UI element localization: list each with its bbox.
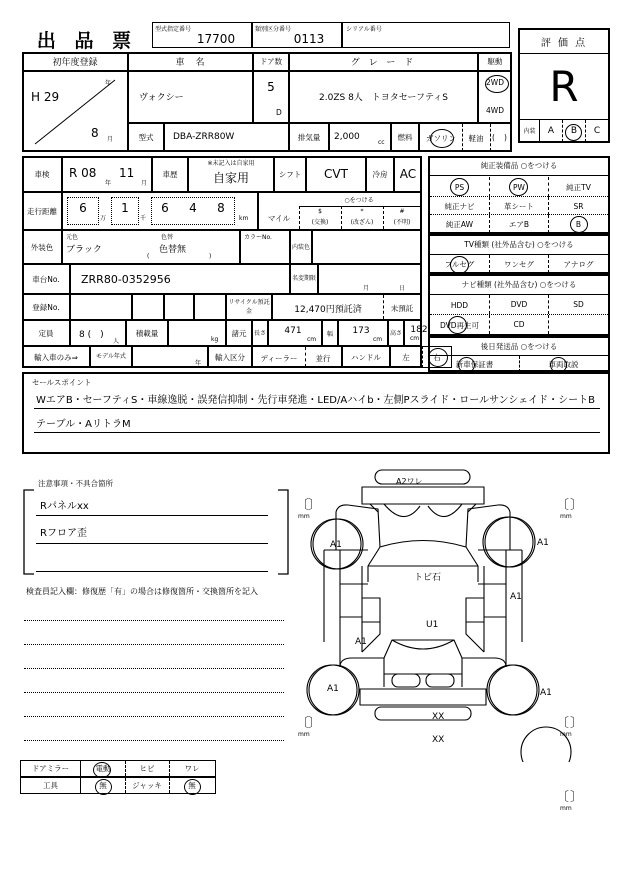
tv-fullseg: フルセグ [444, 260, 475, 269]
legend-kogu-label: 工具 [21, 778, 81, 793]
recycle-label: リサイクル預託金 [228, 299, 270, 315]
legend-kogu-value: 無 [99, 781, 107, 790]
handle-left-cell [390, 346, 422, 368]
shonendo-year-value: H 29 [31, 90, 60, 104]
diagram-mark-a1-mr: A1 [510, 592, 522, 602]
soko-sen-unit: 千 [140, 215, 147, 222]
notes-line-1: Rパネルxx [40, 501, 89, 512]
sekisai-unit: kg [211, 336, 219, 343]
equipment-pw: PW [489, 177, 548, 197]
mileage-options-cell [258, 192, 422, 230]
interior-rating-label [520, 120, 540, 142]
motoiro-value: ブラック [66, 245, 102, 255]
bracket-right-front-close: 〕 [570, 498, 584, 513]
shareki-value: 自家用 [212, 171, 249, 185]
equipment-air-bag: エアB [489, 215, 548, 233]
dealer-cell [252, 346, 342, 368]
nav-dvd: DVD [489, 295, 548, 314]
doa-unit: D [276, 108, 282, 117]
shomoto-header [226, 320, 252, 346]
haikiryo-cell [329, 123, 391, 152]
model-label: モデル年式 [96, 353, 126, 360]
diagram-mark-tobiishi: トビ石 [414, 573, 442, 583]
kubun-label: 輸入区分 [215, 352, 245, 362]
handle-right: 右 [433, 353, 441, 362]
haba-unit: cm [373, 336, 383, 343]
inspector-line-1 [24, 620, 284, 621]
kudo-2wd: 2WD [486, 78, 504, 87]
touroku-cell-3 [164, 294, 194, 320]
sales-label: セールスポイント [32, 378, 92, 387]
touroku-cell-1 [70, 294, 132, 320]
kokan-mark: $ [318, 208, 322, 215]
dealer-label: ディーラー [260, 354, 298, 363]
soko-digit-1: 6 [79, 201, 87, 215]
mm-right-front: mm [560, 513, 572, 520]
serial-label: シリアル番号 [346, 26, 382, 33]
interior-rating-row [520, 119, 608, 141]
takasa-value: 182 [410, 325, 428, 335]
nav-sd: SD [548, 295, 608, 314]
notes-line-2: Rフロア歪 [40, 528, 87, 539]
handle-header [342, 346, 390, 368]
haikiryo-header [289, 123, 329, 152]
katashiki-header [128, 123, 164, 152]
recycle-alt: 未預託 [390, 304, 414, 313]
irokae-value: 色替無 [159, 245, 187, 255]
sekisai-label: 積載量 [135, 328, 159, 338]
shiki-shitei-label: 型式指定番号 [155, 26, 192, 33]
recycle-value: 12,470円預託済 [294, 305, 362, 315]
fumei-label: (不明) [393, 219, 411, 226]
soko-digit-4: 4 [189, 201, 197, 215]
nav-dvd-playable: DVD再生可 [439, 320, 480, 330]
nav-empty [548, 315, 608, 334]
grade-cell [289, 71, 478, 123]
tv-type-panel [428, 234, 610, 274]
sekisai-header [126, 320, 168, 346]
nenryo-close: ) [504, 133, 507, 142]
naiso-option-a: A [547, 126, 555, 136]
bracket-right-rear-close: 〕 [570, 716, 584, 731]
gaiso-header [22, 230, 62, 264]
equipment-b: B [548, 215, 608, 233]
ruibetsu-value: 0113 [293, 32, 325, 46]
meihen-cell [318, 264, 422, 294]
equipment-junsei-navi: 純正ナビ [444, 201, 475, 211]
diagram-mark-xx-2: XX [432, 735, 445, 745]
naisoshoku-cell [312, 230, 422, 264]
shomoto-label: 諸元 [231, 328, 247, 338]
meihen-tsuki: 月 [363, 285, 370, 292]
grade-label: グ レ ー ド [350, 58, 417, 68]
kudo-4wd: 4WD [486, 106, 504, 115]
shamei-label: 車 名 [175, 58, 206, 68]
mm-right-rear: mm [560, 731, 572, 738]
touroku-label: 登録No. [32, 302, 60, 312]
maru-note: ○をつける [344, 197, 374, 204]
color-cell [62, 230, 240, 264]
page-title: 出 品 票 [36, 29, 138, 52]
haba-header [322, 320, 338, 346]
nenryo-diesel: 軽油 [468, 134, 484, 143]
bracket-right-front-open: 〔 [556, 498, 570, 513]
haba-label: 幅 [326, 330, 333, 338]
meihen-hi: 日 [399, 285, 406, 292]
nav-type-panel [428, 274, 610, 336]
mm-spare: mm [560, 805, 572, 812]
ruibetsu-label: 類別区分番号 [255, 26, 292, 33]
recycle-header [226, 294, 272, 320]
mm-left-rear: mm [298, 731, 310, 738]
shonendo-month-value: 8 [91, 126, 99, 140]
meihen-header [290, 264, 318, 294]
shift-label: シフト [278, 169, 302, 179]
naiso-option-b: B [562, 120, 585, 142]
shonendo-cell [22, 71, 128, 152]
motoiro-label: 元色 [66, 234, 79, 241]
shonendo-header [22, 52, 128, 71]
evaluation-grade: R [549, 62, 579, 111]
soko-cell [62, 192, 258, 230]
haikiryo-unit: cc [378, 139, 385, 146]
tv-analog: アナログ [548, 255, 608, 273]
shareki-note: ※未記入は自家用 [207, 160, 255, 167]
shift-header [274, 156, 306, 192]
bracket-left-front-open: 〔 [296, 498, 310, 513]
shiki-shitei-value: 17700 [196, 32, 236, 46]
inspector-line-6 [24, 740, 284, 741]
doa-header [253, 52, 289, 71]
diagram-mark-a1-fr: A1 [537, 538, 549, 548]
shift-value: CVT [324, 167, 348, 181]
takasa-unit: cm [410, 335, 420, 342]
colorno-cell [240, 230, 290, 264]
mile-label: マイル [267, 214, 291, 223]
equipment-junsei-tv: 純正TV [548, 177, 608, 197]
soko-header [22, 192, 62, 230]
recycle-cell [272, 294, 422, 320]
sales-line-2: テーブル・AリトラM [36, 419, 131, 430]
shaken-month-value: 11 [119, 166, 135, 180]
bracket-spare-close: 〕 [570, 790, 584, 805]
shiki-shitei-box [152, 22, 252, 48]
meihen-label: 名変期限 [291, 275, 316, 282]
sales-line-1: WエアB・セーフティS・車線逸脱・誤発信抑制・先行車発進・LED/Aハイb・左側Pスライド・ロールサンシェイド・シートB [36, 395, 595, 406]
touroku-cell-2 [132, 294, 164, 320]
teiin-label: 定員 [38, 328, 54, 338]
ruibetsu-box [252, 22, 342, 48]
model-header [90, 346, 132, 368]
nenryo-divider-2 [490, 124, 491, 151]
soko-label: 走行距離 [27, 206, 57, 216]
shareki-label: 車歴 [162, 169, 178, 179]
nav-hdd: HDD [450, 300, 469, 310]
notes-underline-2 [36, 543, 268, 544]
takasa-label: 高さ [389, 329, 402, 337]
haikiryo-value: 2,000 [334, 132, 360, 142]
fumei-mark: # [399, 208, 405, 215]
heiko-label: 並行 [315, 354, 331, 363]
tv-title: TV種類 (社外品含む) ○をつける [464, 240, 574, 249]
sekisai-cell [168, 320, 226, 346]
legend-hibi: ヒビ [139, 764, 155, 773]
takasa-header [388, 320, 404, 346]
later-manual: 車両取説 [548, 360, 579, 369]
notes-label: 注意事項・不具合箇所 [38, 479, 113, 488]
shadai-value: ZRR80-0352956 [81, 273, 171, 286]
nav-title: ナビ種類 (社外品含む) ○をつける [461, 280, 577, 289]
reibo-header [366, 156, 394, 192]
later-shipping-panel [428, 336, 610, 372]
nenryo-gasoline: ガソリン [426, 134, 456, 143]
doa-value: 5 [267, 80, 275, 94]
shonendo-month-unit: 月 [107, 136, 114, 143]
inspector-line-3 [24, 668, 284, 669]
kokan-label: (交換) [311, 219, 329, 226]
junsei-divider [430, 175, 608, 176]
soko-unit: km [239, 215, 249, 222]
shareki-header [152, 156, 188, 192]
reibo-label: 冷房 [372, 169, 388, 179]
equipment-sr: SR [548, 197, 608, 215]
diagram-mark-a1-rr: A1 [540, 688, 552, 698]
irokae-open: ( [147, 253, 150, 260]
nagasa-header [252, 320, 268, 346]
katashiki-label: 型式 [138, 133, 154, 142]
shonendo-label: 初年度登録 [52, 58, 98, 68]
inspector-line-5 [24, 716, 284, 717]
nenryo-label: 燃料 [397, 133, 413, 142]
model-unit: 年 [195, 360, 202, 367]
equipment-junsei-aw: 純正AW [445, 219, 474, 229]
teiin-value: 8 ( ) [79, 330, 104, 340]
later-warranty: 新車保証書 [455, 360, 494, 369]
nagasa-cell [268, 320, 322, 346]
inspector-line-2 [24, 644, 284, 645]
reibo-cell [394, 156, 422, 192]
kaizan-mark: * [360, 208, 364, 215]
legend-jack-label: ジャッキ [132, 781, 162, 790]
nenryo-cell [419, 123, 512, 152]
diagram-mark-a1-rl: A1 [327, 684, 339, 694]
kubun-header [208, 346, 252, 368]
shamei-header [128, 52, 253, 71]
sales-point-panel [22, 372, 610, 454]
junsei-equipment-panel [428, 156, 610, 234]
irokae-label: 色替 [161, 234, 174, 241]
diagram-mark-a2ware: A2ワレ [396, 477, 423, 486]
sales-underline-1 [34, 408, 600, 409]
notes-underline-3 [36, 571, 268, 572]
katashiki-cell [164, 123, 289, 152]
shamei-cell [128, 71, 253, 123]
reibo-value: AC [399, 167, 417, 181]
legend-jack-value: 無 [188, 781, 196, 790]
shaken-year-unit: 年 [105, 180, 112, 187]
naisoshoku-label: 内装色 [291, 243, 310, 251]
soko-man-unit: 万 [100, 215, 107, 222]
bracket-left-rear-open: 〔 [296, 716, 310, 731]
handle-label: ハンドル [351, 352, 381, 362]
kaizan-label: (改ざん) [350, 219, 374, 226]
inspector-label: 検査員記入欄：修復歴「有」の場合は修復箇所・交換箇所を記入 [26, 587, 258, 596]
teiin-unit: 人 [113, 338, 120, 345]
sales-underline-2 [34, 432, 600, 433]
nagasa-unit: cm [307, 336, 317, 343]
legend-doormirror-value: 電動 [95, 764, 111, 773]
doa-label: ドア数 [259, 57, 283, 66]
shamei-value: ヴォクシー [139, 93, 184, 103]
legend-ware: ワレ [184, 764, 200, 773]
yunyu-label: 輸入車のみ⇒ [34, 352, 78, 362]
yunyu-header [22, 346, 90, 368]
later-title: 後日発送品 ○をつける [480, 342, 558, 351]
haba-value: 173 [352, 326, 370, 336]
nagasa-label: 長さ [253, 329, 266, 337]
mileage-options-divider [299, 206, 421, 207]
soko-digit-2: 1 [121, 201, 129, 215]
irokae-close: ) [209, 253, 212, 260]
shaken-year-value: R 08 [69, 166, 97, 180]
bracket-left-rear-close: 〕 [308, 716, 322, 731]
soko-digit-5: 8 [217, 201, 225, 215]
shadai-header [22, 264, 70, 294]
grade-value: 2.0ZS 8人 トヨタセーフティS [319, 93, 448, 103]
kudo-header [478, 52, 512, 71]
katashiki-value: DBA-ZRR80W [173, 132, 235, 142]
nav-cd: CD [489, 315, 548, 334]
shaken-month-unit: 月 [141, 180, 148, 187]
car-damage-diagram [300, 462, 600, 762]
shaken-cell [62, 156, 152, 192]
nagasa-value: 471 [284, 326, 302, 336]
notes-underline-1 [36, 515, 268, 516]
teiin-cell [70, 320, 126, 346]
diagram-mark-a1-ml: A1 [355, 637, 367, 647]
diagram-mark-u1: U1 [426, 620, 439, 630]
diagram-mark-a1-fl: A1 [330, 540, 342, 550]
mm-left-front: mm [298, 513, 310, 520]
colorno-label: カラーNo. [244, 234, 272, 241]
legend-doormirror-label: ドアミラー [21, 761, 81, 776]
kudo-label: 駆動 [487, 57, 503, 66]
haikiryo-label: 排気量 [297, 133, 321, 142]
nenryo-header [391, 123, 419, 152]
bracket-left-front-close: 〕 [308, 498, 322, 513]
haba-cell [338, 320, 388, 346]
naiso-text: 内装 [523, 127, 536, 135]
handle-left: 左 [402, 352, 410, 362]
gaiso-label: 外装色 [30, 242, 54, 252]
evaluation-block [518, 28, 610, 143]
bracket-spare-open: 〔 [556, 790, 570, 805]
naisoshoku-header [290, 230, 312, 264]
touroku-header [22, 294, 70, 320]
equipment-leather: 革シート [489, 197, 548, 215]
diagram-mark-xx-1: XX [432, 712, 445, 722]
touroku-cell-4 [194, 294, 226, 320]
inspector-line-4 [24, 692, 284, 693]
kudo-cell [478, 71, 512, 123]
shareki-cell [188, 156, 274, 192]
legend-row-1 [20, 760, 216, 777]
doa-cell [253, 71, 289, 123]
shadai-cell [70, 264, 290, 294]
nenryo-open: ( [492, 133, 495, 142]
shadai-label: 車台No. [32, 274, 60, 284]
tv-oneseg: ワンセグ [489, 255, 548, 273]
naiso-option-c: C [585, 120, 608, 142]
legend-row-2 [20, 777, 216, 794]
teiin-header [22, 320, 70, 346]
serial-box [342, 22, 510, 48]
shaken-header [22, 156, 62, 192]
bracket-right-rear-open: 〔 [556, 716, 570, 731]
shift-cell [306, 156, 366, 192]
model-cell [132, 346, 208, 368]
junsei-title: 純正装備品 ○をつける [480, 161, 558, 170]
grade-header [289, 52, 478, 71]
shonendo-year-unit: 年 [105, 80, 112, 87]
shaken-label: 車検 [34, 169, 50, 179]
evaluation-label: 評 価 点 [520, 30, 608, 54]
soko-digit-3: 6 [161, 201, 169, 215]
equipment-ps: PS [454, 183, 465, 192]
